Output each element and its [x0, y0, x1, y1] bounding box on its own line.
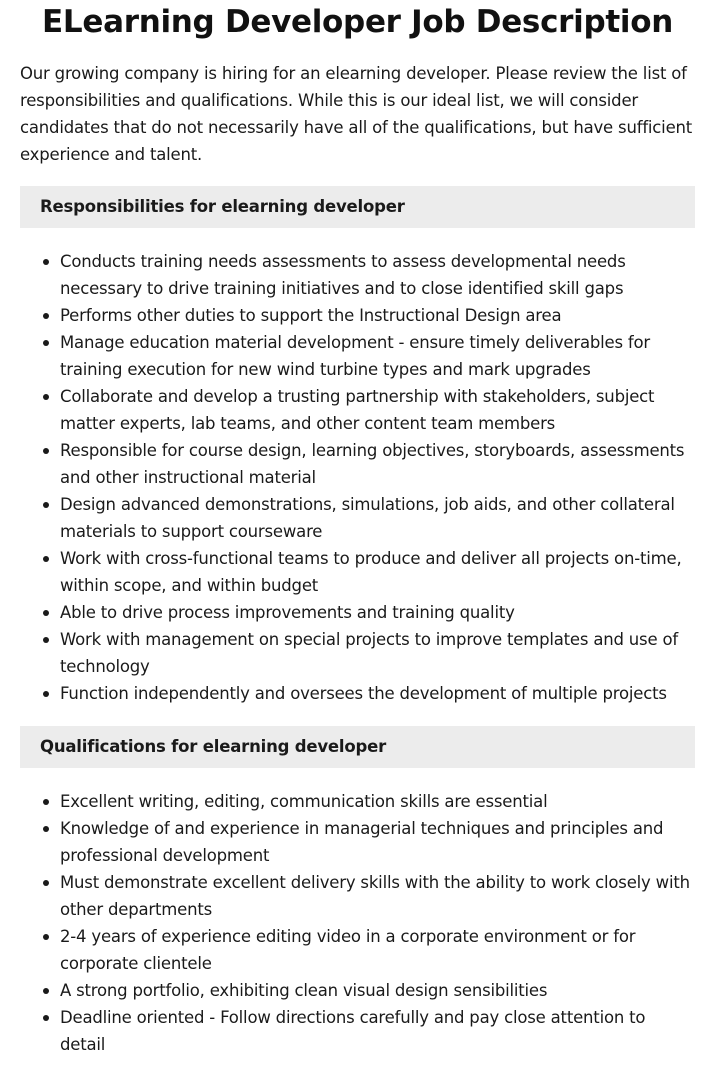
list-item: Excellent writing, editing, communication skills are essential: [60, 788, 695, 815]
list-item: Knowledge of and experience in managerial techniques and principles and professional development: [60, 815, 695, 869]
page-title: ELearning Developer Job Description: [42, 4, 673, 40]
list-item: Responsible for course design, learning objectives, storyboards, assessments and other instructional material: [60, 437, 695, 491]
list-item: A strong portfolio, exhibiting clean visual design sensibilities: [60, 977, 695, 1004]
responsibilities-list: [20, 248, 695, 707]
list-item: Deadline oriented - Follow directions carefully and pay close attention to detail: [60, 1004, 695, 1058]
list-item: Function independently and oversees the development of multiple projects: [60, 680, 695, 707]
list-item: 2-4 years of experience editing video in a corporate environment or for corporate clientele: [60, 923, 695, 977]
list-item: Able to drive process improvements and training quality: [60, 599, 695, 626]
intro-paragraph: Our growing company is hiring for an elearning developer. Please review the list of responsibilities and qualifications. While this is our ideal list, we will consider candidates that do not necessarily have all of the qualifications, but have sufficient experience and talent.: [20, 64, 693, 164]
responsibilities-heading: Responsibilities for elearning developer: [20, 186, 695, 228]
list-item: Conducts training needs assessments to assess developmental needs necessary to drive training initiatives and to close identified skill gaps: [60, 248, 695, 302]
list-item: Design advanced demonstrations, simulations, job aids, and other collateral materials to support courseware: [60, 491, 695, 545]
qualifications-heading: Qualifications for elearning developer: [20, 726, 695, 768]
list-item: Performs other duties to support the Instructional Design area: [60, 302, 695, 329]
list-item: Collaborate and develop a trusting partnership with stakeholders, subject matter experts, lab teams, and other content team members: [60, 383, 695, 437]
list-item: Work with cross-functional teams to produce and deliver all projects on-time, within scope, and within budget: [60, 545, 695, 599]
qualifications-list: [20, 788, 695, 1058]
list-item: Manage education material development - ensure timely deliverables for training execution for new wind turbine types and mark upgrades: [60, 329, 695, 383]
job-description-page: [20, 0, 695, 1058]
list-item: Must demonstrate excellent delivery skills with the ability to work closely with other departments: [60, 869, 695, 923]
list-item: Work with management on special projects to improve templates and use of technology: [60, 626, 695, 680]
